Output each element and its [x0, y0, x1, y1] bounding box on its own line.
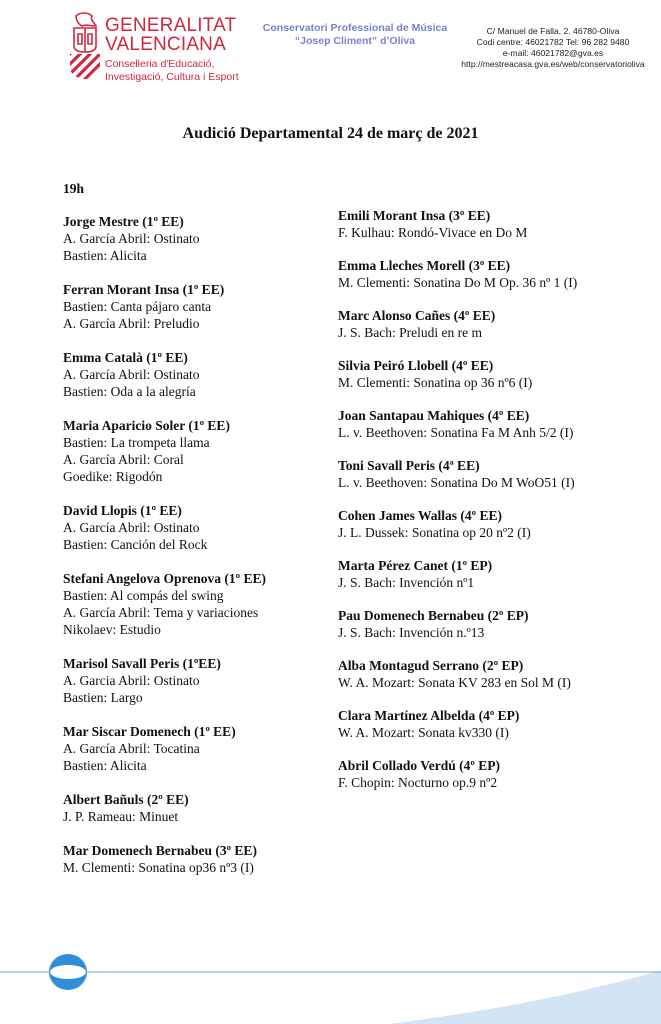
coat-of-arms-icon	[68, 12, 102, 80]
performer-entry	[338, 457, 638, 491]
conservatori-line-2: “Josep Climent” d’Oliva	[294, 35, 416, 47]
performer-name: Pau Domenech Bernabeu (2º EP)	[338, 608, 529, 623]
piece-title: M. Clementi: Sonatina Do M Op. 36 nº 1 (I)	[338, 275, 578, 290]
performer-name: Emma Català (1º EE)	[63, 350, 188, 365]
performer-name: Emili Morant Insa (3º EE)	[338, 208, 491, 223]
performer-entry	[63, 570, 328, 638]
logo-line-2: VALENCIANA	[105, 34, 226, 55]
generalitat-logo	[68, 10, 238, 90]
performer-entry	[63, 791, 328, 825]
piece-title: L. v. Beethoven: Sonatina Fa M Anh 5/2 (I)	[338, 425, 574, 440]
contact-web: http://mestreacasa.gva.es/web/conservatorioliva	[461, 59, 645, 69]
logo-sub-line-2: Investigació, Cultura i Esport	[105, 71, 239, 83]
performer-entry	[63, 213, 328, 264]
piece-title: A. García Abril: Preludio	[63, 316, 200, 331]
performer-name: Mar Domenech Bernabeu (3º EE)	[63, 843, 257, 858]
footer-emblem-icon	[49, 954, 87, 990]
piece-title: A. García Abril: Ostinato	[63, 231, 200, 246]
performer-entry	[338, 407, 638, 441]
program-left-column	[63, 213, 328, 893]
piece-title: Bastien: Canción del Rock	[63, 537, 208, 552]
performer-entry	[63, 502, 328, 553]
piece-title: A. García Abril: Ostinato	[63, 367, 200, 382]
document-title: Audició Departamental 24 de març de 2021	[182, 125, 479, 142]
performer-name: Clara Martínez Albelda (4º EP)	[338, 708, 520, 723]
piece-title: A. García Abril: Coral	[63, 452, 184, 467]
piece-title: Bastien: Oda a la alegría	[63, 384, 196, 399]
performer-entry	[338, 707, 638, 741]
piece-title: L. v. Beethoven: Sonatina Do M WoO51 (I)	[338, 475, 575, 490]
piece-title: Bastien: Alicita	[63, 248, 147, 263]
performer-entry	[338, 607, 638, 641]
contact-address: C/ Manuel de Falla, 2. 46780-Oliva	[486, 26, 620, 36]
performer-entry	[338, 657, 638, 691]
program-right-column	[338, 207, 638, 807]
piece-title: M. Clementi: Sonatina op36 nº3 (I)	[63, 860, 254, 875]
performer-entry	[338, 307, 638, 341]
piece-title: Bastien: La trompeta llama	[63, 435, 210, 450]
piece-title: M. Clementi: Sonatina op 36 nº6 (I)	[338, 375, 533, 390]
performer-entry	[63, 842, 328, 876]
performer-name: Alba Montagud Serrano (2º EP)	[338, 658, 524, 673]
conservatori-name	[255, 22, 455, 48]
piece-title: F. Kulhau: Rondó-Vivace en Do M	[338, 225, 528, 240]
performer-entry	[63, 655, 328, 706]
piece-title: W. A. Mozart: Sonata kv330 (I)	[338, 725, 509, 740]
performer-name: Emma Lleches Morell (3º EE)	[338, 258, 511, 273]
piece-title: A. García Abril: Ostinato	[63, 520, 200, 535]
logo-wordmark	[105, 16, 236, 54]
logo-subtitle	[105, 58, 239, 84]
contact-email: e-mail: 46021782@gva.es	[502, 48, 604, 58]
piece-title: Bastien: Largo	[63, 690, 143, 705]
performer-name: Mar Siscar Domenech (1º EE)	[63, 724, 236, 739]
performer-name: Marc Alonso Cañes (4º EE)	[338, 308, 496, 323]
conservatori-line-1: Conservatori Professional de Música	[262, 22, 448, 34]
piece-title: J. S. Bach: Preludi en re m	[338, 325, 482, 340]
piece-title: A. García Abril: Tocatina	[63, 741, 200, 756]
performer-name: David Llopis (1º EE)	[63, 503, 182, 518]
contact-code-phone: Codi centre: 46021782 Tel: 96 282 9480	[476, 37, 630, 47]
piece-title: A. García Abril: Tema y variaciones	[63, 605, 259, 620]
performer-name: Albert Bañuls (2º EE)	[63, 792, 189, 807]
piece-title: Goedike: Rigodón	[63, 469, 163, 484]
performer-entry	[338, 507, 638, 541]
contact-info	[445, 26, 661, 70]
performer-name: Toni Savall Peris (4ª EE)	[338, 458, 480, 473]
piece-title: W. A. Mozart: Sonata KV 283 en Sol M (I)	[338, 675, 571, 690]
performer-entry	[338, 557, 638, 591]
performer-name: Cohen James Wallas (4º EE)	[338, 508, 502, 523]
start-time: 19h	[63, 181, 85, 196]
performer-entry	[63, 281, 328, 332]
piece-title: Nikolaev: Estudio	[63, 622, 161, 637]
piece-title: Bastien: Canta pájaro canta	[63, 299, 212, 314]
footer-wave	[390, 970, 661, 1024]
performer-entry	[338, 357, 638, 391]
performer-name: Marisol Savall Peris (1ºEE)	[63, 656, 221, 671]
piece-title: J. P. Rameau: Minuet	[63, 809, 179, 824]
logo-line-1: GENERALITAT	[105, 15, 237, 36]
performer-entry	[63, 349, 328, 400]
performer-entry	[338, 207, 638, 241]
performer-name: Joan Santapau Mahiques (4º EE)	[338, 408, 530, 423]
performer-name: Stefani Angelova Oprenova (1º EE)	[63, 571, 266, 586]
performer-name: Marta Pérez Canet (1º EP)	[338, 558, 493, 573]
piece-title: Bastien: Alicita	[63, 758, 147, 773]
performer-name: Abril Collado Verdú (4º EP)	[338, 758, 500, 773]
performer-entry	[338, 257, 638, 291]
performer-entry	[63, 417, 328, 485]
performer-name: Silvia Peiró Llobell (4º EE)	[338, 358, 494, 373]
performer-name: Maria Aparicio Soler (1º EE)	[63, 418, 230, 433]
logo-sub-line-1: Conselleria d'Educació,	[105, 58, 215, 70]
piece-title: J. S. Bach: Invención n.º13	[338, 625, 485, 640]
footer-decoration	[0, 940, 661, 1024]
piece-title: J. S. Bach: Invención nº1	[338, 575, 475, 590]
performer-entry	[338, 757, 638, 791]
letterhead	[0, 0, 661, 100]
performer-name: Jorge Mestre (1º EE)	[63, 214, 184, 229]
piece-title: A. Garcia Abril: Ostinato	[63, 673, 200, 688]
performer-name: Ferran Morant Insa (1º EE)	[63, 282, 225, 297]
piece-title: Bastien: Al compás del swing	[63, 588, 224, 603]
performer-entry	[63, 723, 328, 774]
piece-title: J. L. Dussek: Sonatina op 20 nº2 (I)	[338, 525, 531, 540]
piece-title: F. Chopin: Nocturno op.9 nº2	[338, 775, 498, 790]
